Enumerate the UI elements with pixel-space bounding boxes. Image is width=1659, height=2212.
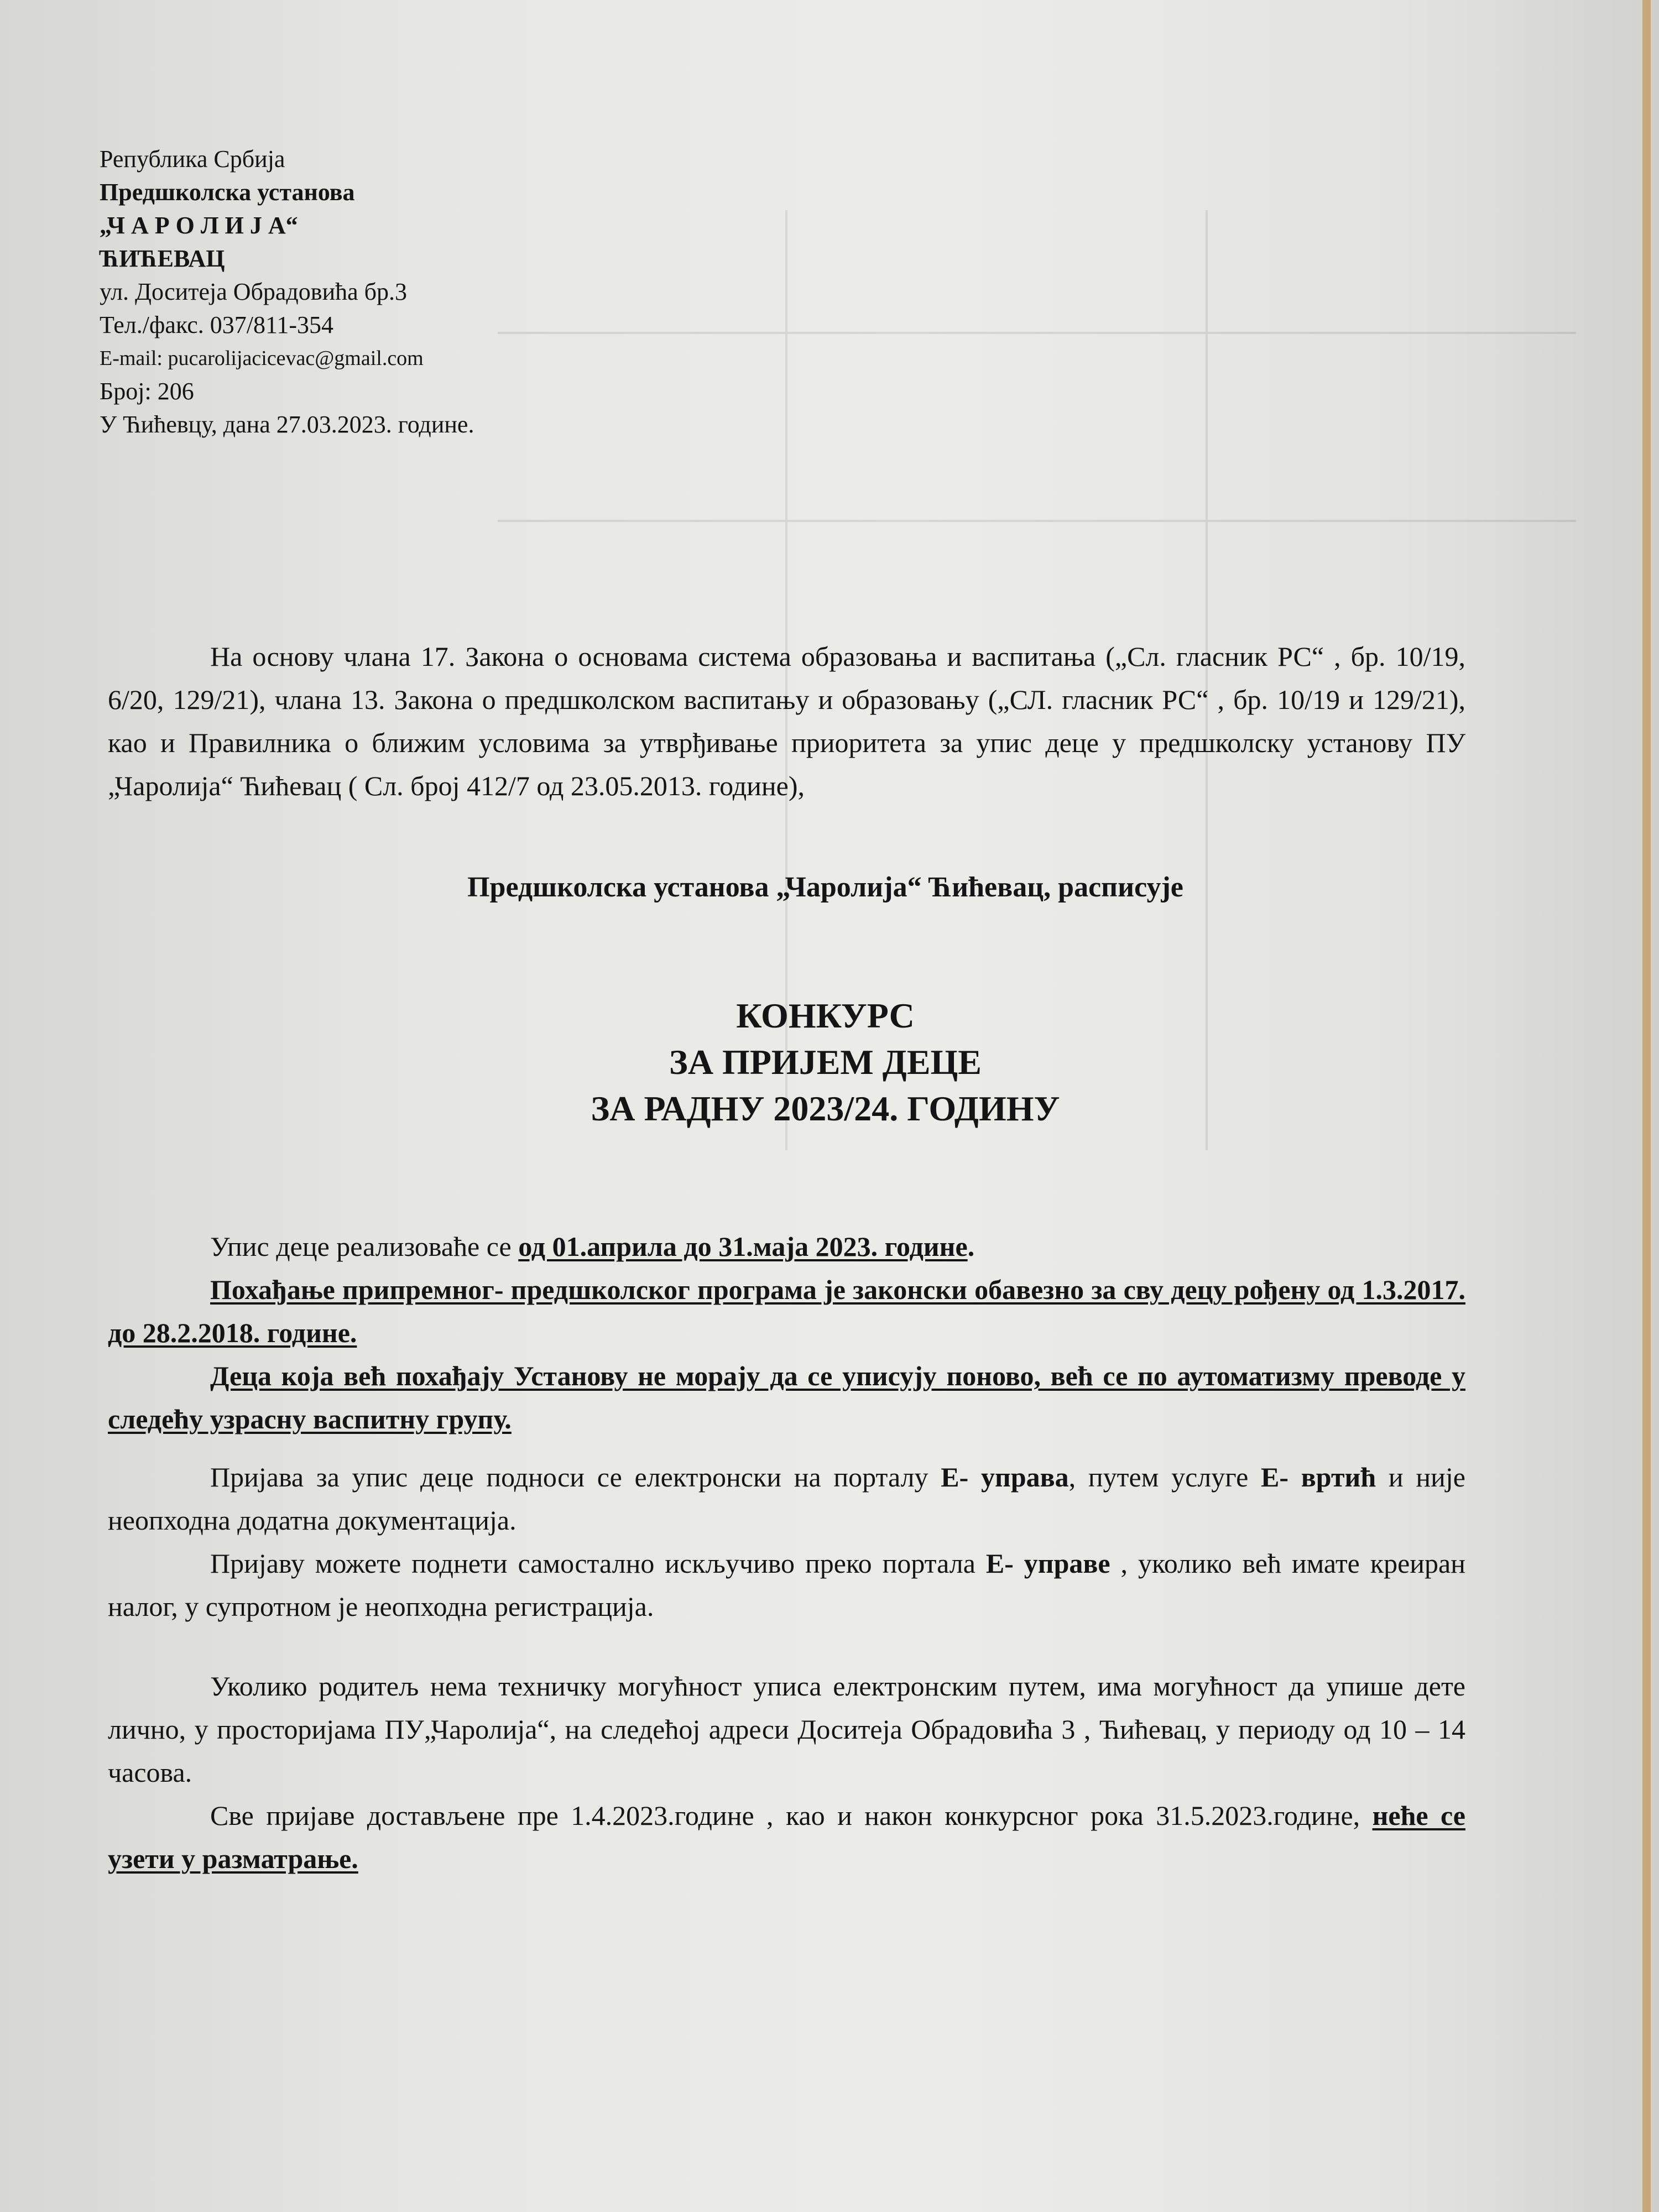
in-person-text: Уколико родитељ нема техничку могућност уписа електронским путем, има могућност да упише дете лично, у просторијама ПУ„Чаролија“, на следећој адреси Доситеја Обрадовића 3 , Ћићевац, у периоду од 10 – 14 часова. bbox=[108, 1671, 1465, 1788]
announcement-line: Предшколска установа „Чаролија“ Ћићевац, расписује bbox=[467, 872, 1183, 903]
documentation-note: и није неопходна додатна документација. bbox=[108, 1462, 1465, 1536]
email-label: E-mail: bbox=[100, 347, 168, 370]
legal-basis-paragraph bbox=[108, 635, 1465, 807]
institution-type: Предшколска установа bbox=[100, 179, 355, 206]
title-line-2: ЗА ПРИЈЕМ ДЕЦЕ bbox=[669, 1042, 982, 1082]
mandatory-program-text: Похађање припремног- предшколског програма је законски обавезно за сву децу рођену од 1.3.2017. до 28.2.2018. године. bbox=[108, 1274, 1465, 1348]
portal-name: Е- управа bbox=[941, 1462, 1069, 1493]
application-section bbox=[108, 1455, 1465, 1628]
document-title bbox=[0, 993, 1651, 1132]
enrollment-period: од 01.априла до 31.маја 2023. године bbox=[518, 1231, 968, 1262]
email-address: pucarolijacicevac@gmail.com bbox=[168, 347, 424, 370]
institution-name: „Ч А Р О Л И Ј А“ bbox=[100, 212, 298, 239]
address-line: ул. Доситеја Обрадовића бр.3 bbox=[100, 278, 408, 305]
deadline-text: Све пријаве достављене пре 1.4.2023.године , као и након конкурсног рока 31.5.2023.године, bbox=[210, 1800, 1373, 1831]
existing-children-text: Деца која већ похађају Установу не морају да се уписују поново, већ се по аутоматизму преводе у следећу узрасну васпитну групу. bbox=[108, 1360, 1465, 1434]
enrollment-period-paragraph bbox=[108, 1225, 1465, 1268]
in-person-paragraph bbox=[108, 1665, 1465, 1794]
date-line: У Ћићевцу, дана 27.03.2023. године. bbox=[100, 411, 474, 438]
registration-note: , уколико већ имате креиран налог, у супротном је неопходна регистрација. bbox=[108, 1548, 1465, 1622]
enrollment-period-end: . bbox=[967, 1231, 975, 1262]
deadline-paragraph bbox=[108, 1794, 1465, 1880]
institution-city: ЋИЋЕВАЦ bbox=[100, 245, 225, 272]
document-number: Број: 206 bbox=[100, 378, 194, 405]
portal-name-genitive: Е- управе bbox=[985, 1548, 1110, 1579]
country-line: Република Србија bbox=[100, 145, 285, 173]
enrollment-lead: Упис деце реализоваће се bbox=[210, 1231, 519, 1262]
mandatory-program-paragraph bbox=[108, 1268, 1465, 1354]
online-application-paragraph bbox=[108, 1455, 1465, 1542]
existing-children-paragraph bbox=[108, 1354, 1465, 1441]
phone-line: Тел./факс. 037/811-354 bbox=[100, 311, 334, 338]
deadline-warning: неће се узети у разматрање. bbox=[108, 1800, 1465, 1874]
service-lead: , путем услуге bbox=[1068, 1462, 1261, 1493]
self-application-text: Пријаву можете поднети самостално искључиво преко портала bbox=[210, 1548, 986, 1579]
online-application-text: Пријава за упис деце подноси се електронски на порталу bbox=[210, 1462, 941, 1493]
enrollment-section bbox=[108, 1225, 1465, 1441]
letterhead bbox=[100, 143, 474, 441]
self-application-paragraph bbox=[108, 1542, 1465, 1628]
service-name: Е- вртић bbox=[1261, 1462, 1376, 1493]
title-line-1: КОНКУРС bbox=[736, 996, 915, 1035]
legal-basis-text: На основу члана 17. Закона о основама система образовања и васпитања („Сл. гласник РС“ , бр. 10/19, 6/20, 129/21), члана 13. Закона о предшколском васпитању и образовању („СЛ. гласник РС“ , бр. 10/19 и 129/21), као и Правилника о ближим условима за утврђивање приоритета за упис деце у предшколску установу ПУ „Чаролија“ Ћићевац ( Сл. број 412/7 од 23.05.2013. године), bbox=[108, 641, 1465, 801]
personal-application-section bbox=[108, 1665, 1465, 1880]
email-line bbox=[100, 342, 474, 375]
title-line-3: ЗА РАДНУ 2023/24. ГОДИНУ bbox=[591, 1089, 1060, 1128]
